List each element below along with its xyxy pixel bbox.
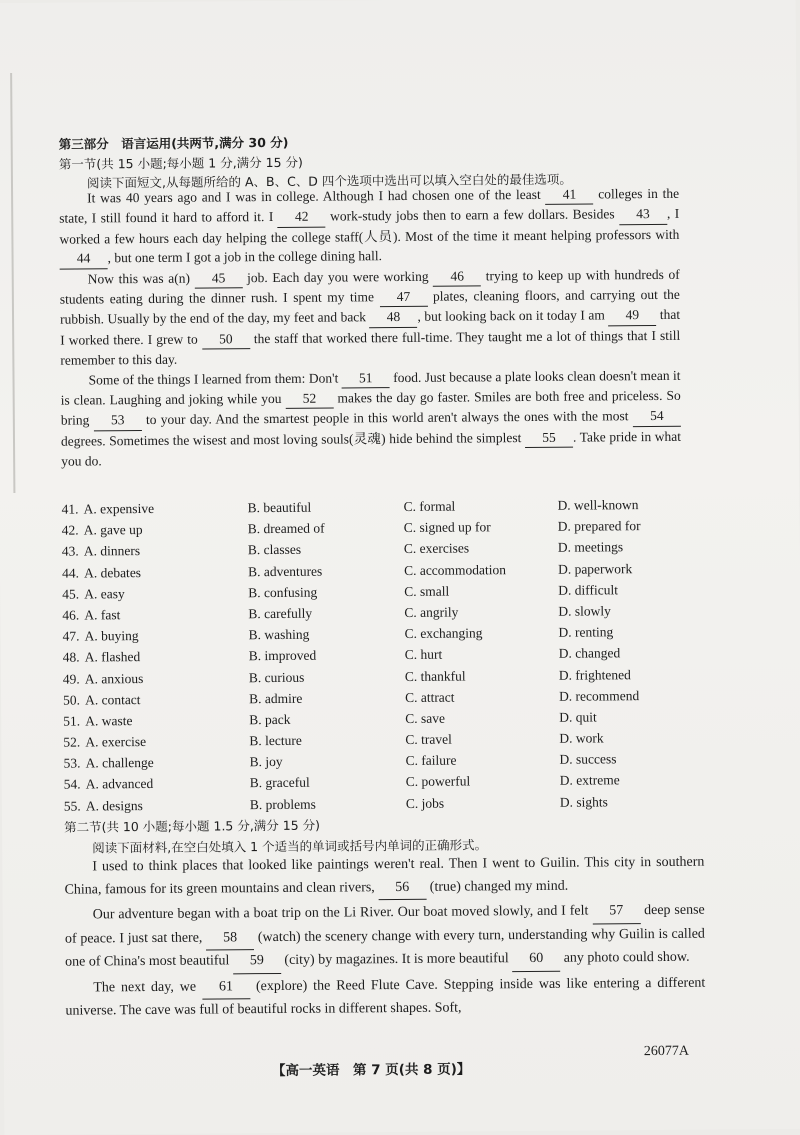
passage-paragraph xyxy=(65,900,706,976)
passage-text: degrees. Sometimes the wisest and most loving souls(灵魂) hide behind the simplest xyxy=(61,430,525,449)
option-a[interactable]: A. fast xyxy=(84,607,120,623)
question-number: 51. xyxy=(63,713,80,729)
option-b[interactable]: B. graceful xyxy=(250,775,310,791)
option-c[interactable]: C. signed up for xyxy=(404,519,491,536)
passage-text: the staff that worked there full-time. They taught me a lot of things that I still remember to this day. xyxy=(60,328,680,368)
answer-blank[interactable]: 58 xyxy=(206,927,254,951)
option-a[interactable]: A. advanced xyxy=(86,776,154,793)
answer-blank[interactable]: 41 xyxy=(545,184,593,205)
option-d[interactable]: D. recommend xyxy=(559,688,639,705)
passage-text: (city) by magazines. It is more beautiful xyxy=(281,951,512,968)
option-d[interactable]: D. sights xyxy=(560,794,608,810)
option-b[interactable]: B. joy xyxy=(249,754,282,770)
passage-text: to your day. And the smartest people in this world aren't always the ones with the most xyxy=(142,409,633,428)
option-a[interactable]: A. expensive xyxy=(83,501,154,518)
passage-text: work-study jobs then to earn a few dollars. Besides xyxy=(326,207,619,224)
option-a[interactable]: A. flashed xyxy=(85,649,141,665)
option-b[interactable]: B. confusing xyxy=(248,584,317,601)
passage-text: food. Just because a plate looks clean doesn't mean it is clean. Laughing and joking while you xyxy=(61,367,681,407)
passage-paragraph xyxy=(64,852,704,903)
option-d[interactable]: D. changed xyxy=(559,646,621,662)
option-c[interactable]: C. save xyxy=(405,711,445,727)
answer-blank[interactable]: 45 xyxy=(194,268,242,289)
answer-blank[interactable]: 49 xyxy=(608,305,656,326)
answer-blank[interactable]: 47 xyxy=(379,287,427,308)
answer-blank[interactable]: 43 xyxy=(619,204,667,225)
option-a[interactable]: A. dinners xyxy=(84,543,140,559)
passage-text: job. Each day you were working xyxy=(242,268,433,284)
passage-text: , but looking back on it today I am xyxy=(417,308,608,324)
answer-blank[interactable]: 61 xyxy=(202,976,250,1000)
option-a[interactable]: A. anxious xyxy=(85,671,144,687)
option-c[interactable]: C. jobs xyxy=(406,795,444,811)
cloze-passage xyxy=(59,184,681,472)
option-c[interactable]: C. failure xyxy=(405,753,456,769)
passage-text: I used to think places that looked like paintings weren't real. Then I went to Guilin. This city in southern China, famous for its green mountains and clean rivers, xyxy=(64,855,704,898)
option-d[interactable]: D. success xyxy=(559,752,616,768)
question-number: 52. xyxy=(63,735,80,751)
answer-blank[interactable]: 56 xyxy=(378,876,426,900)
answer-blank[interactable]: 57 xyxy=(592,900,640,924)
passage-paragraph xyxy=(60,365,681,471)
option-b[interactable]: B. lecture xyxy=(249,733,302,749)
answer-blank[interactable]: 53 xyxy=(94,410,142,431)
option-c[interactable]: C. powerful xyxy=(406,774,471,791)
option-b[interactable]: B. carefully xyxy=(248,606,312,623)
answer-blank[interactable]: 42 xyxy=(278,207,326,228)
option-c[interactable]: C. small xyxy=(404,583,449,599)
passage-text: Our adventure began with a boat trip on the Li River. Our boat moved slowly, and I felt xyxy=(93,904,593,923)
answer-blank[interactable]: 60 xyxy=(512,948,560,972)
choices-table xyxy=(61,497,703,820)
page-footer: 【高一英语 第 7 页(共 8 页)】 xyxy=(272,1057,471,1079)
option-d[interactable]: D. prepared for xyxy=(558,518,641,535)
question-number: 49. xyxy=(63,671,80,687)
passage-text: (watch) the scenery change with every turn, understanding why Guilin is called one of China's most beautiful xyxy=(65,926,705,970)
question-number: 54. xyxy=(64,777,81,793)
option-c[interactable]: C. exercises xyxy=(404,541,469,558)
part3-title: 第三部分 语言运用(共两节,满分 30 分) xyxy=(59,133,289,153)
option-c[interactable]: C. hurt xyxy=(405,647,443,663)
option-c[interactable]: C. angrily xyxy=(404,604,458,620)
passage-text: . Take pride in what you do. xyxy=(61,429,681,469)
option-c[interactable]: C. exchanging xyxy=(404,625,482,642)
answer-blank[interactable]: 46 xyxy=(433,266,481,287)
section2-title: 第二节(共 10 小题;每小题 1.5 分,满分 15 分) xyxy=(64,816,320,836)
passage-text: (true) changed my mind. xyxy=(426,878,568,894)
option-d[interactable]: D. well-known xyxy=(557,497,638,514)
passage-text: It was 40 years ago and I was in college. Although I had chosen one of the least xyxy=(87,187,546,206)
option-c[interactable]: C. thankful xyxy=(405,668,466,684)
option-a[interactable]: A. gave up xyxy=(84,522,143,538)
option-a[interactable]: A. buying xyxy=(84,628,138,644)
option-a[interactable]: A. waste xyxy=(85,713,132,729)
option-b[interactable]: B. beautiful xyxy=(247,500,311,517)
option-a[interactable]: A. exercise xyxy=(85,734,146,750)
answer-blank[interactable]: 51 xyxy=(342,368,390,389)
option-c[interactable]: C. formal xyxy=(403,499,455,515)
option-b[interactable]: B. classes xyxy=(248,542,301,558)
option-a[interactable]: A. designs xyxy=(86,798,143,814)
option-a[interactable]: A. challenge xyxy=(85,755,153,772)
passage-text: Some of the things I learned from them: Don't xyxy=(88,370,341,387)
option-b[interactable]: B. dreamed of xyxy=(248,521,325,538)
option-a[interactable]: A. easy xyxy=(84,586,125,602)
option-a[interactable]: A. contact xyxy=(85,692,141,708)
choice-row xyxy=(64,793,704,819)
question-number: 41. xyxy=(61,502,78,518)
passage-text: deep sense of peace. I just sat there, xyxy=(65,903,705,947)
option-b[interactable]: B. curious xyxy=(249,669,305,685)
option-c[interactable]: C. travel xyxy=(405,732,452,748)
passage-text: , I worked a few hours each day helping the college staff(人员). Most of the time it meant helping professors with xyxy=(59,206,679,246)
option-b[interactable]: B. improved xyxy=(249,648,317,665)
passage-text: that I worked there. I grew to xyxy=(60,307,680,347)
question-number: 50. xyxy=(63,692,80,708)
option-b[interactable]: B. washing xyxy=(248,627,309,643)
option-d[interactable]: D. paperwork xyxy=(558,561,632,578)
passage-paragraph xyxy=(59,184,680,269)
passage-paragraph xyxy=(65,972,705,1023)
question-number: 46. xyxy=(62,607,79,623)
option-d[interactable]: D. renting xyxy=(558,624,613,640)
passage-text: plates, cleaning floors, and carrying out the rubbish. Usually by the end of the day, my feet and back xyxy=(60,287,680,327)
passage-text: any photo could show. xyxy=(560,950,689,966)
option-b[interactable]: B. problems xyxy=(250,796,316,813)
option-d[interactable]: D. slowly xyxy=(558,603,611,619)
option-d[interactable]: D. extreme xyxy=(560,773,620,789)
question-number: 42. xyxy=(62,523,79,539)
answer-blank[interactable]: 59 xyxy=(233,950,281,974)
answer-blank[interactable]: 48 xyxy=(369,307,417,328)
passage-text: The next day, we xyxy=(93,979,202,995)
passage-paragraph xyxy=(60,264,681,370)
answer-blank[interactable]: 44 xyxy=(59,249,107,270)
option-d[interactable]: D. meetings xyxy=(558,540,623,557)
question-number: 44. xyxy=(62,565,79,581)
passage-text: , but one term I got a job in the college dining hall. xyxy=(108,248,383,265)
option-b[interactable]: B. pack xyxy=(249,712,290,728)
option-c[interactable]: C. accommodation xyxy=(404,562,506,579)
answer-blank[interactable]: 50 xyxy=(202,329,250,350)
question-number: 43. xyxy=(62,544,79,560)
passage-text: Now this was a(n) xyxy=(88,270,195,286)
option-c[interactable]: C. attract xyxy=(405,689,455,705)
option-d[interactable]: D. quit xyxy=(559,709,597,725)
answer-blank[interactable]: 54 xyxy=(633,406,681,427)
question-number: 45. xyxy=(62,586,79,602)
paper-code: 26077A xyxy=(644,1044,689,1060)
question-number: 53. xyxy=(63,756,80,772)
option-d[interactable]: D. work xyxy=(559,730,603,746)
passage-text: makes the day go faster. Smiles are both free and priceless. So bring xyxy=(61,388,681,428)
section2-instruction: 阅读下面材料,在空白处填入 1 个适当的单词或括号内单词的正确形式。 xyxy=(92,835,487,856)
option-d[interactable]: D. frightened xyxy=(559,667,631,684)
answer-blank[interactable]: 52 xyxy=(285,389,333,410)
option-b[interactable]: B. admire xyxy=(249,690,302,706)
question-number: 47. xyxy=(62,629,79,645)
question-number: 55. xyxy=(64,798,81,814)
passage-text: (explore) the Reed Flute Cave. Stepping inside was like entering a different universe. The cave was full of beautiful rocks in different shapes. Soft, xyxy=(65,975,705,1019)
option-a[interactable]: A. debates xyxy=(84,565,141,581)
option-d[interactable]: D. difficult xyxy=(558,582,618,598)
question-number: 48. xyxy=(63,650,80,666)
passage-text: colleges in the state, I still found it hard to afford it. I xyxy=(59,186,679,226)
section1-instruction: 阅读下面短文,从每题所给的 A、B、C、D 四个选项中选出可以填入空白处的最佳选项。 xyxy=(87,170,572,192)
page-fold-line xyxy=(10,73,15,493)
passage-text: trying to keep up with hundreds of students eating during the dinner rush. I spent my time xyxy=(60,266,680,306)
section1-title: 第一节(共 15 小题;每小题 1 分,满分 15 分) xyxy=(59,153,303,173)
answer-blank[interactable]: 55 xyxy=(525,428,573,449)
grammar-fill-passage xyxy=(64,852,705,1026)
option-b[interactable]: B. adventures xyxy=(248,563,322,580)
